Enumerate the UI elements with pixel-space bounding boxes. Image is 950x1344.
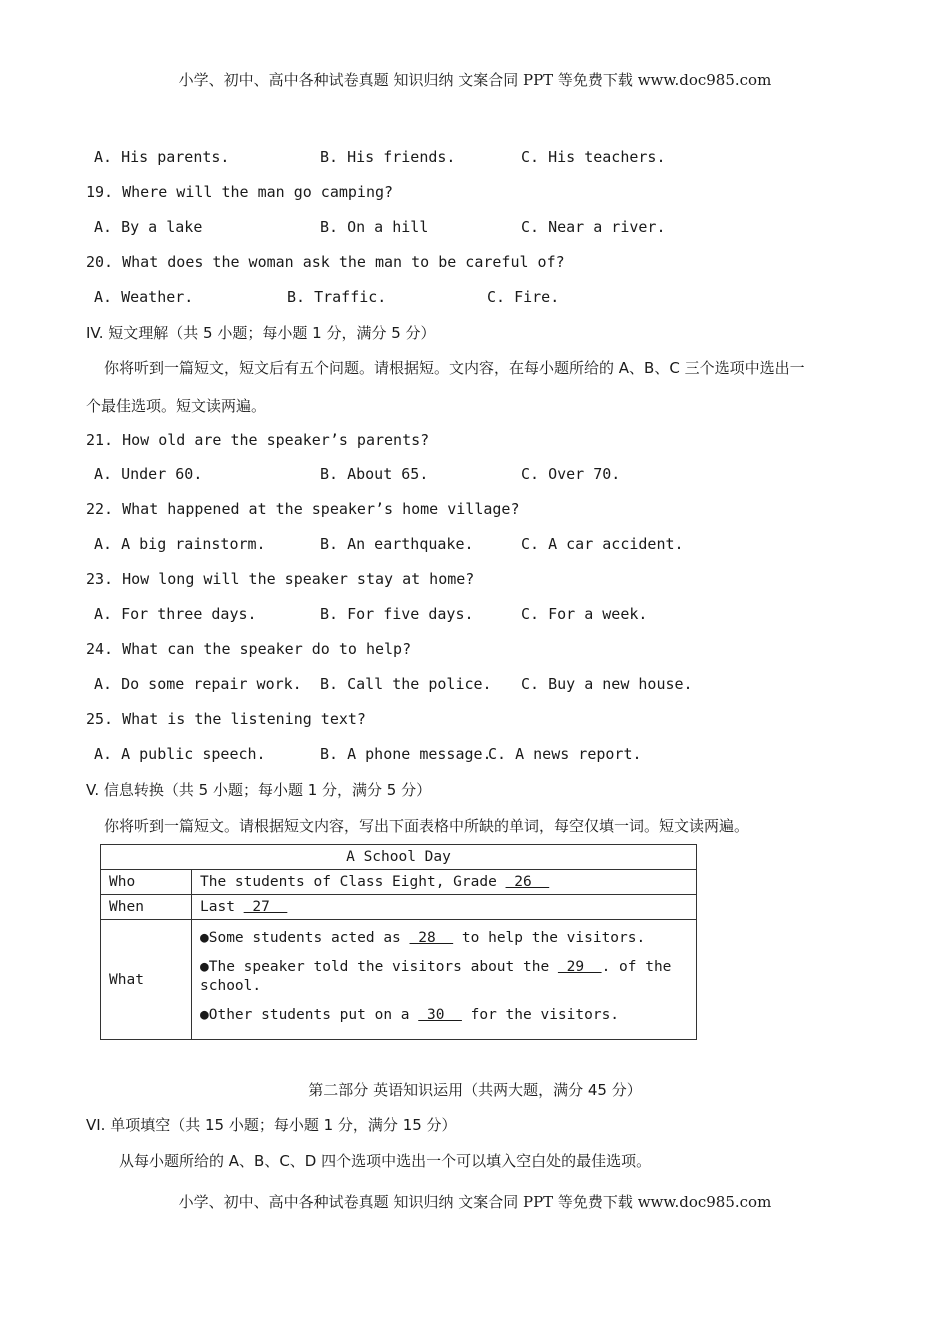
table-row-who: [101, 870, 697, 895]
what-line-1: [200, 929, 688, 948]
when-value: [192, 895, 697, 920]
q18-option-b: B. His friends.: [320, 148, 456, 166]
q24-option-c: C. Buy a new house.: [521, 675, 693, 693]
q24-option-b: B. Call the police.: [320, 675, 492, 693]
table-title-row: [101, 845, 697, 870]
q20-question: 20. What does the woman ask the man to be careful of?: [86, 253, 565, 271]
who-text: The students of Class Eight, Grade: [200, 874, 506, 890]
table-title: A School Day: [101, 845, 697, 870]
q21-option-a: A. Under 60.: [94, 465, 203, 483]
when-text: Last: [200, 899, 244, 915]
q25-option-c: C. A news report.: [488, 745, 642, 763]
q21-question: 21. How old are the speaker’s parents?: [86, 431, 430, 449]
q25-option-a: A. A public speech.: [94, 745, 266, 763]
blank-29: 29: [557, 959, 602, 975]
page-header: 小学、初中、高中各种试卷真题 知识归纳 文案合同 PPT 等免费下载 www.doc985.com: [178, 71, 772, 89]
q25-option-b: B. A phone message.: [320, 745, 492, 763]
q18-option-a: A. His parents.: [94, 148, 230, 166]
what-value: [192, 920, 697, 1040]
section-6-instruction: 从每小题所给的 A、B、C、D 四个选项中选出一个可以填入空白处的最佳选项。: [119, 1152, 652, 1170]
section-4-instruction-cont: 个最佳选项。短文读两遍。: [86, 397, 267, 415]
q22-option-b: B. An earthquake.: [320, 535, 474, 553]
table-row-when: [101, 895, 697, 920]
q23-option-a: A. For three days.: [94, 605, 257, 623]
who-value: [192, 870, 697, 895]
what-line-3-pre: ●Other students put on a: [200, 1007, 419, 1023]
what-label: What: [101, 920, 192, 1040]
what-line-2-post: . of the school.: [200, 959, 672, 994]
section-4-instruction: 你将听到一篇短文，短文后有五个问题。请根据短。文内容，在每小题所给的 A、B、C 三个选项中选出一: [104, 359, 805, 377]
section-4-title: IV. 短文理解（共 5 小题；每小题 1 分，满分 5 分）: [86, 324, 436, 342]
section-5-instruction: 你将听到一篇短文。请根据短文内容，写出下面表格中所缺的单词，每空仅填一词。短文读两遍。: [104, 817, 750, 835]
section-6-title: VI. 单项填空（共 15 小题；每小题 1 分，满分 15 分）: [86, 1116, 457, 1134]
section-5-title: V. 信息转换（共 5 小题；每小题 1 分，满分 5 分）: [86, 781, 432, 799]
info-table: [100, 844, 697, 1040]
q19-option-b: B. On a hill: [320, 218, 429, 236]
q20-option-c: C. Fire.: [487, 288, 560, 306]
q22-option-c: C. A car accident.: [521, 535, 684, 553]
q22-option-a: A. A big rainstorm.: [94, 535, 266, 553]
q23-question: 23. How long will the speaker stay at home?: [86, 570, 475, 588]
q20-option-a: A. Weather.: [94, 288, 194, 306]
q24-question: 24. What can the speaker do to help?: [86, 640, 412, 658]
q19-option-c: C. Near a river.: [521, 218, 666, 236]
what-line-2-pre: ●The speaker told the visitors about the: [200, 959, 558, 975]
q19-question: 19. Where will the man go camping?: [86, 183, 394, 201]
what-line-3: [200, 1006, 688, 1025]
q21-option-b: B. About 65.: [320, 465, 429, 483]
what-line-1-pre: ●Some students acted as: [200, 930, 410, 946]
q21-option-c: C. Over 70.: [521, 465, 621, 483]
who-label: Who: [101, 870, 192, 895]
blank-28: 28: [409, 930, 454, 946]
table-row-what: [101, 920, 697, 1040]
page-footer: 小学、初中、高中各种试卷真题 知识归纳 文案合同 PPT 等免费下载 www.doc985.com: [178, 1193, 772, 1211]
what-line-2: [200, 958, 688, 996]
when-label: When: [101, 895, 192, 920]
q23-option-c: C. For a week.: [521, 605, 648, 623]
blank-27: 27: [243, 899, 288, 915]
q18-option-c: C. His teachers.: [521, 148, 666, 166]
q22-question: 22. What happened at the speaker’s home village?: [86, 500, 520, 518]
q19-option-a: A. By a lake: [94, 218, 203, 236]
blank-30: 30: [418, 1007, 462, 1023]
q23-option-b: B. For five days.: [320, 605, 474, 623]
q25-question: 25. What is the listening text?: [86, 710, 366, 728]
what-line-1-post: to help the visitors.: [453, 930, 646, 946]
what-line-3-post: for the visitors.: [461, 1007, 620, 1023]
part-2-title: 第二部分 英语知识运用（共两大题，满分 45 分）: [308, 1081, 642, 1099]
q24-option-a: A. Do some repair work.: [94, 675, 302, 693]
q20-option-b: B. Traffic.: [287, 288, 387, 306]
blank-26: 26: [505, 874, 550, 890]
